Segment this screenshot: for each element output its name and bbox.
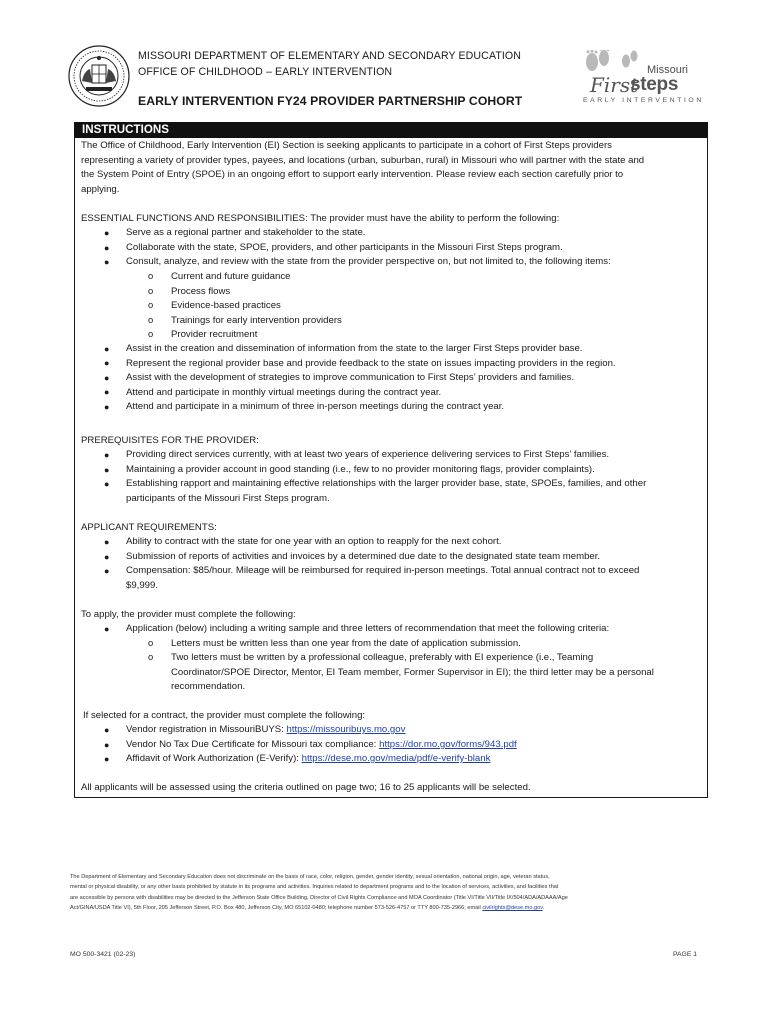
logo-tagline: EARLY INTERVENTION [583, 97, 704, 104]
essential-subitem: Trainings for early intervention providers [171, 315, 342, 326]
sub-bullet-icon: o [148, 314, 154, 325]
applicant-heading: APPLICANT REQUIREMENTS: [81, 522, 217, 533]
selected-item [126, 752, 490, 767]
intro-line: the System Point of Entry (SPOE) in an ongoing effort to support early intervention. Please review each section carefully prior to [81, 169, 624, 180]
logo-steps-text: steps [630, 74, 679, 95]
essential-item: Represent the regional provider base and provide feedback to the state on issues impacting providers in the region. [126, 358, 616, 369]
bullet-icon: ● [104, 754, 110, 764]
department-name: MISSOURI DEPARTMENT OF ELEMENTARY AND SECONDARY EDUCATION [138, 50, 522, 62]
essential-item: Assist in the creation and dissemination of information from the state to the larger First Steps provider base. [126, 343, 583, 354]
missouribuys-link[interactable]: https://missouribuys.mo.gov [286, 724, 406, 735]
apply-subitem-continued: Coordinator/SPOE Director, Mentor, EI Team member, Former Supervisor in EI); the third letter may be a personal [171, 667, 654, 678]
bullet-icon: ● [104, 358, 110, 368]
form-number: MO 500-3421 (02-23) [70, 951, 136, 958]
intro-line: applying. [81, 184, 120, 195]
essential-item: Collaborate with the state, SPOE, providers, and other participants in the Missouri First Steps program. [126, 242, 563, 253]
selected-item-text: Affidavit of Work Authorization (E-Verify): [126, 753, 302, 764]
essential-item: Attend and participate in a minimum of three in-person meetings during the contract year. [126, 401, 505, 412]
apply-item: Application (below) including a writing sample and three letters of recommendation that meet the following criteria: [126, 623, 610, 634]
bullet-icon: ● [104, 465, 110, 475]
bullet-icon: ● [104, 450, 110, 460]
essential-item: Attend and participate in monthly virtual meetings during the contract year. [126, 387, 442, 398]
disclaimer-line: The Department of Elementary and Secondary Education does not discriminate on the basis of race, color, religion, gender, gender identity, sexual orientation, national origin, age, veteran status, [70, 874, 550, 880]
logo-state-text: Missouri [647, 64, 688, 76]
logo-first-text: First [590, 73, 639, 97]
disclaimer-text: Act/GINA/USDA Title VI), 5th Floor, 205 Jefferson Street, P.O. Box 480, Jefferson City, MO 65102-0480; telephone number 573-526-4757 or TTY 800-735-2966; email [70, 905, 483, 912]
sub-bullet-icon: o [148, 637, 154, 648]
e-verify-link[interactable]: https://dese.mo.gov/media/pdf/e-verify-blank [301, 753, 491, 764]
bullet-icon: ● [104, 402, 110, 412]
civil-rights-email-link[interactable]: civilrights@dese.mo.gov [482, 905, 543, 912]
bullet-icon: ● [104, 257, 110, 267]
essential-subitem: Evidence-based practices [171, 300, 281, 311]
apply-subitem: Two letters must be written by a professional colleague, preferably with EI experience (i.e., Teaming [171, 652, 594, 663]
disclaimer-line: are accessible by persons with disabilities may be directed to the Jefferson State Office Building, Director of Civil Rights Compliance and MOA Coordinator (Title VI/Title VII/Title IX/504/ADA/ADAAA/Age [70, 894, 568, 901]
bullet-icon: ● [104, 228, 110, 238]
sub-bullet-icon: o [148, 328, 154, 339]
prerequisite-item: Maintaining a provider account in good standing (i.e., few to no provider monitoring flags, provider complaints). [126, 464, 595, 475]
page-title: EARLY INTERVENTION FY24 PROVIDER PARTNERSHIP COHORT [138, 94, 523, 108]
bullet-icon: ● [104, 537, 110, 547]
intro-line: representing a variety of provider types, payees, and locations (urban, suburban, rural) in Missouri who will partner with the state and [81, 155, 645, 166]
selected-item [126, 738, 517, 753]
selected-item-text: Vendor registration in MissouriBUYS: [126, 724, 287, 735]
tax-certificate-link[interactable]: https://dor.mo.gov/forms/943.pdf [379, 739, 517, 750]
bullet-icon: ● [104, 566, 110, 576]
sub-bullet-icon: o [148, 270, 154, 281]
sub-bullet-icon: o [148, 285, 154, 296]
essential-subitem: Process flows [171, 286, 231, 297]
bullet-icon: ● [104, 387, 110, 397]
disclaimer-period: . [542, 905, 545, 912]
prerequisite-item: Establishing rapport and maintaining effective relationships with the larger provider base, state, SPOEs, families, and other [126, 478, 647, 489]
sub-bullet-icon: o [148, 299, 154, 310]
essential-item: Serve as a regional partner and stakeholder to the state. [126, 227, 366, 238]
prerequisite-item-continued: participants of the Missouri First Steps program. [126, 493, 330, 504]
applicant-item: Submission of reports of activities and invoices by a determined due date to the designated state team member. [126, 551, 601, 562]
bullet-icon: ● [104, 552, 110, 562]
bullet-icon: ● [104, 243, 110, 253]
apply-subitem: Letters must be written less than one year from the date of application submission. [171, 638, 521, 649]
applicant-item: Compensation: $85/hour. Mileage will be reimbursed for required in-person meetings. Total annual contract not to exceed [126, 565, 640, 576]
selected-item [126, 723, 405, 738]
selected-heading: If selected for a contract, the provider must complete the following: [83, 710, 366, 721]
instructions-heading: INSTRUCTIONS [82, 123, 169, 136]
disclaimer-line: mental or physical disability, or any other basis prohibited by statute in its programs and activities. Inquiries related to department programs and to the location of services, activities, and facilities that [70, 884, 559, 891]
essential-item: Consult, analyze, and review with the state from the provider perspective on, but not limited to, the following items: [126, 256, 611, 267]
sub-bullet-icon: o [148, 651, 154, 662]
bullet-icon: ● [104, 624, 110, 634]
essential-heading: ESSENTIAL FUNCTIONS AND RESPONSIBILITIES: The provider must have the ability to perform the following: [81, 213, 560, 224]
state-seal-icon [68, 45, 130, 107]
bullet-icon: ● [104, 479, 110, 489]
applicant-item-continued: $9,999. [126, 580, 159, 591]
page-number: PAGE 1 [673, 951, 698, 958]
prerequisite-item: Providing direct services currently, with at least two years of experience delivering services to First Steps’ families. [126, 449, 610, 460]
selected-item-text: Vendor No Tax Due Certificate for Missouri tax compliance: [126, 739, 380, 750]
closing-statement: All applicants will be assessed using the criteria outlined on page two; 16 to 25 applicants will be selected. [81, 782, 531, 793]
essential-item: Assist with the development of strategies to improve communication to First Steps’ providers and families. [126, 372, 575, 383]
essential-subitem: Provider recruitment [171, 329, 258, 340]
intro-line: The Office of Childhood, Early Intervention (EI) Section is seeking applicants to participate in a cohort of First Steps providers [81, 140, 612, 151]
nondiscrimination-disclaimer [70, 872, 690, 914]
essential-subitem: Current and future guidance [171, 271, 291, 282]
disclaimer-line [70, 903, 690, 913]
apply-subitem-continued: recommendation. [171, 681, 246, 692]
instructions-header-bar [74, 122, 708, 138]
bullet-icon: ● [104, 725, 110, 735]
prerequisites-heading: PREREQUISITES FOR THE PROVIDER: [81, 435, 259, 446]
bullet-icon: ● [104, 344, 110, 354]
department-header [138, 48, 521, 80]
apply-heading: To apply, the provider must complete the following: [81, 609, 296, 620]
applicant-item: Ability to contract with the state for one year with an option to reapply for the next cohort. [126, 536, 502, 547]
bullet-icon: ● [104, 740, 110, 750]
bullet-icon: ● [104, 373, 110, 383]
office-name: OFFICE OF CHILDHOOD – EARLY INTERVENTION [138, 66, 393, 78]
